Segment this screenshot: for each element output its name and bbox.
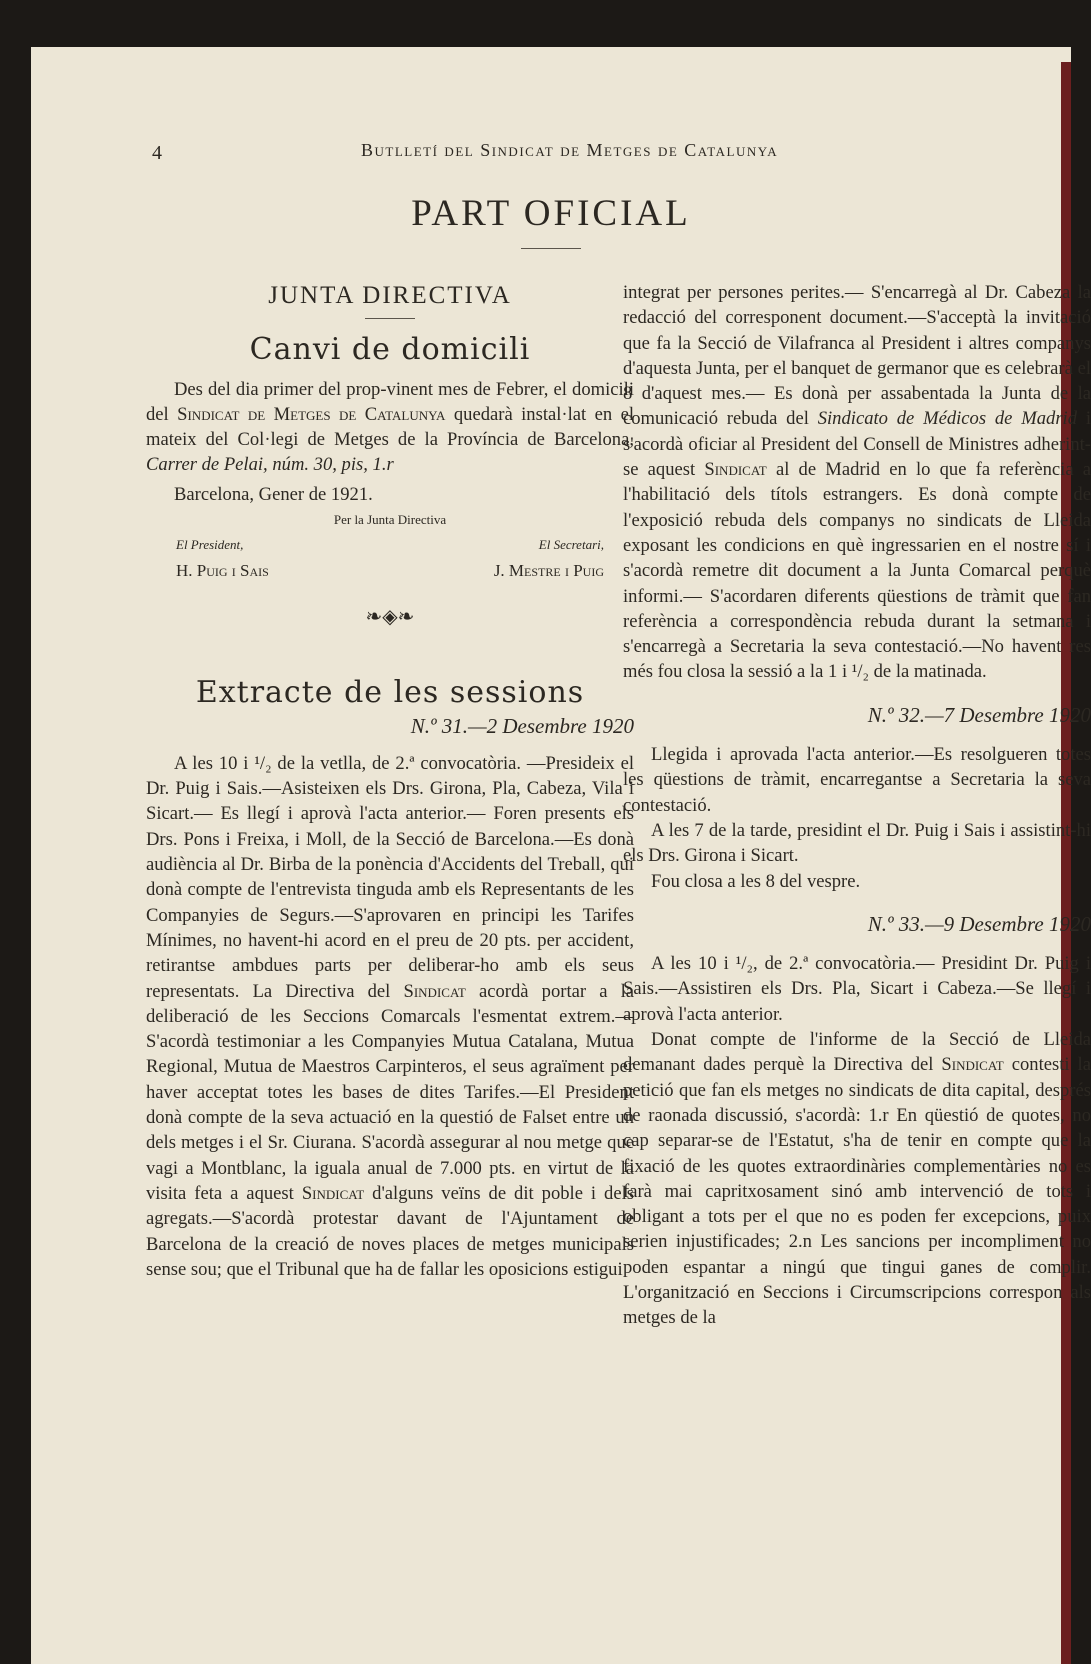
session-32-title: N.º 32.—7 Desembre 1920 (867, 702, 1091, 727)
page-number: 4 (152, 142, 162, 164)
right-column (623, 280, 1091, 1570)
session-33-title: N.º 33.—9 Desembre 1920 (867, 911, 1091, 936)
date-line: Barcelona, Gener de 1921. (174, 483, 373, 505)
cont-text-a: integrat per persones perites.— S'encarregà al Dr. Cabeza la redacció del corresponent document.—S'acceptà la invitació que fa la Secció de Vilafranca al President i altres companys d'aquesta Junta, per el banquet de germanor que es celebrarà el 8 d'aquest mes.— Es donà per assabentada la Junta de la comunicació rebuda del (623, 282, 1091, 430)
session-33-p1: A les 10 i ¹/₂, de 2.ª convocatòria.— Presidint Dr. Puig i Sais.—Assistiren els Drs. Pla, Sicart i Cabeza.—Se llegí i aprovà l'acta anterior. (623, 953, 1091, 1025)
per-junta: Per la Junta Directiva (333, 512, 447, 528)
cont-text-c: al de Madrid en lo que fa referència a l'habilitació dels títols estrangers. Es donà compte de l'exposició rebuda dels companys no sindicats de Lleida exposant les condicions en què ingressarien en el nostre sí i s'acordà remetre dit document a la Junta Comarcal perquè informi.— S'acordaren diferents qüestions de tràmit que fan referència a correspondència rebuda durant la setmana i s'encarregà a Secretaria la seva contestació.—No havent res més fou closa la sessió a la 1 i ¹/₂ de la matinada. (623, 459, 1091, 683)
secretary-label: El Secretari, (538, 537, 604, 553)
session-31-title: N.º 31.—2 Desembre 1920 (410, 713, 634, 738)
session-31-text-c: d'alguns veïns de dit poble i dels agregats.—S'acordà protestar davant de l'Ajuntament de Barcelona de la creació de noves places de metges municipals sense sou; que el Tribunal que ha de fallar les oposicions estigui (146, 1182, 635, 1280)
session-33-p2 (623, 1027, 1091, 1331)
notice-text: Des del dia primer del prop-vinent mes de Febrer, el domicili del (146, 378, 634, 425)
president-name: H. Puig i Sais (176, 560, 269, 580)
secretary-name: J. Mestre i Puig (493, 560, 604, 580)
president-label: El President, (176, 537, 244, 553)
title-rule (521, 248, 581, 249)
notice-paragraph (146, 377, 634, 478)
session-31-text-b: acordà portar a la deliberació de les Seccions Comarcals l'esmentat extrem.—S'acordà testimoniar a les Companyies Mutua Catalana, Mutua Regional, Mutua de Maestros Carpinteros, el seus agraïment per haver acceptat totes les bases de dites Tarifes.—El President donà compte de la seva actuació en la questió de Falset entre un dels metges i el Sr. Ciurana. S'acordà assegurar al nou metge que vagi a Montblanc, la iguala anual de 7.000 pts. en virtut de la visita feta a aquest (146, 980, 635, 1204)
session-32-p2: A les 7 de la tarde, presidint el Dr. Puig i Sais i assistint-hi els Drs. Girona i Sicart. (623, 819, 1091, 867)
junta-rule (365, 318, 415, 319)
ornament-icon: ❧◈❧ (365, 605, 415, 628)
session-31-continuation (623, 280, 1091, 685)
session-33-text-b: contesti la petició que fan els metges no sindicats de dita capital, després de raonada discussió, s'acordà: 1.r En qüestió de quotes, no cap separar-se de l'Estatut, s'ha de tenir en compte que la fixació de les quotes extraordinàries complementàries no es farà mai capritxosament sinó amb intervenció de tots i obligant a tots per el que no es poden fer excepcions, puix serien injustificades; 2.n Les sancions per incompliment no poden espantar a ningú que tingui ganes de complir. L'organització en Seccions i Circumscripcions correspon als metges de la (623, 1054, 1091, 1329)
extracte-heading: Extracte de les sessions (195, 675, 585, 711)
signature-labels (146, 532, 634, 557)
notice-text-2: quedarà instal·lat en el mateix del Col·legi de Metges de la Província de Barcelona, (146, 403, 634, 451)
cont-madrid: Sindicato de Médicos de Madrid (817, 408, 1078, 430)
session-32-p3: Fou closa a les 8 del vespre. (651, 870, 861, 892)
junta-heading: JUNTA DIRECTIVA (268, 282, 512, 309)
canvi-heading: Canvi de domicili (249, 332, 531, 368)
notice-address: Carrer de Pelai, núm. 30, pis, 1.r (146, 454, 394, 476)
session-32-p1: Llegida i aprovada l'acta anterior.—Es resolgueren totes les qüestions de tràmit, encarregantse a Secretaria la seva contestació. (623, 744, 1091, 816)
session-31-text-a: A les 10 i ¹/₂ de la vetlla, de 2.ª convocatòria. —Presideix el Dr. Puig i Sais.—Asisteixen els Drs. Girona, Pla, Cabeza, Vila i Sicart.— Es llegí i aprovà l'acta anterior.— Foren presents els Drs. Pons i Freixa, i Moll, de la Secció de Barcelona.—Es donà audiència al Dr. Birba de la ponència d'Accidents del Treball, qui donà compte de l'entrevista tinguda amb els Representants de les Companyies de Segurs.—S'aprovaren en principi les Tarifes Mínimes, no havent-hi acord en el preu de 20 pts. per accident, retirantse ambdues parts per deliberar-ho amb els seus representats. La Directiva del (146, 752, 634, 1002)
notice-sindicat: Sindicat de Metges de Catalunya (177, 403, 446, 425)
session-31-paragraph (146, 751, 634, 1282)
left-column (146, 279, 634, 1282)
running-header: Butlletí del Sindicat de Metges de Catalunya (361, 140, 779, 160)
page-title: PART OFICIAL (411, 193, 691, 234)
session-31-sindicat-2: Sindicat (301, 1182, 365, 1204)
signature-names (146, 558, 634, 583)
cont-text-b: i s'acordà oficiar al President del Consell de Ministres adherint-se aquest (623, 408, 1091, 481)
session-33-sindicat: Sindicat (941, 1054, 1004, 1076)
session-33-text-a: Donat compte de l'informe de la Secció de Lleida demanant dades perquè la Directiva del (623, 1029, 1091, 1076)
session-31-sindicat-1: Sindicat (403, 980, 466, 1002)
document-page (31, 47, 1091, 1664)
cont-sindicat: Sindicat (704, 459, 767, 481)
